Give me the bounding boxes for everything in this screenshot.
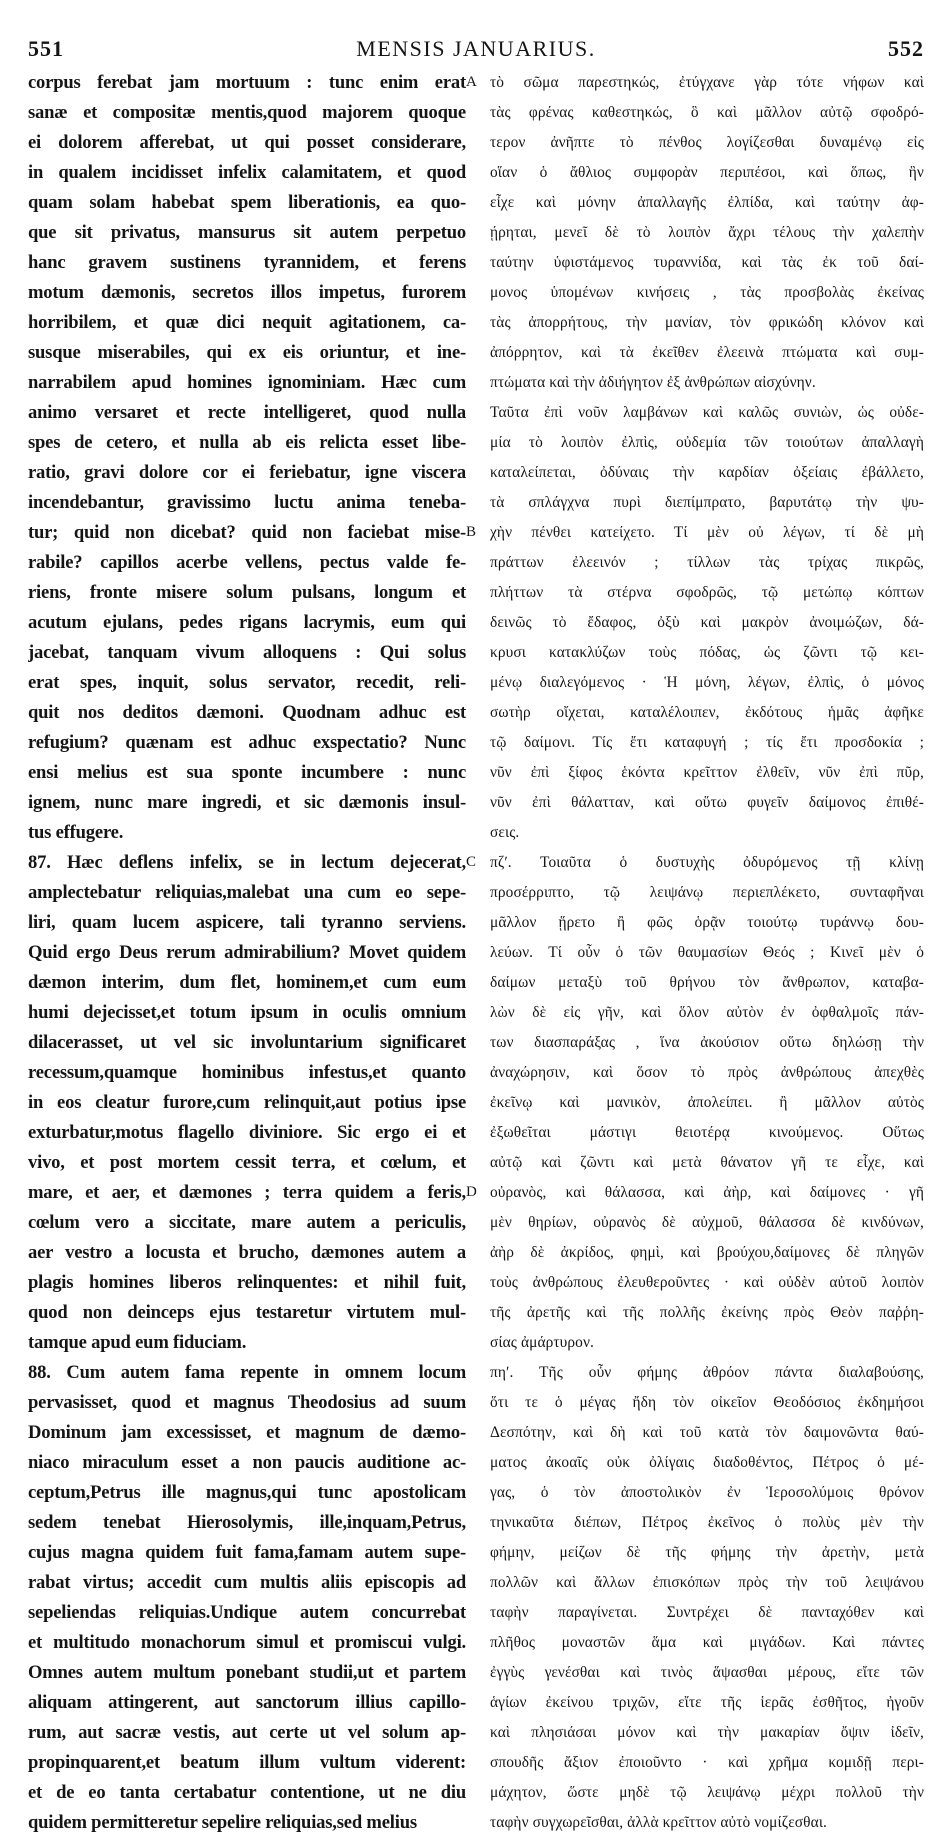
page-header xyxy=(28,36,924,66)
latin-text-line: susque miserabiles, qui ex eis oriuntur, et ine- xyxy=(28,342,466,363)
greek-text-line: τοὺς ἀνθρώπους ἐλευθεροῦντες · καὶ οὐδὲν αὐτοῦ λοιπὸν xyxy=(490,1274,924,1291)
greek-text-line: ταφὴν παραγίνεται. Συντρέχει δὲ πανταχόθεν καὶ xyxy=(490,1604,924,1621)
column-divider xyxy=(480,68,481,1488)
greek-text-line: μία τὸ λοιπὸν ἐλπὶς, οὐδεμία τῶν τοιούτων ἀπαλλαγὴ xyxy=(490,434,924,451)
greek-text-line: πλῆθος μοναστῶν ἅμα καὶ μιγάδων. Καὶ πάντες xyxy=(490,1634,924,1651)
latin-text-line: narrabilem apud homines ignominiam. Hæc cum xyxy=(28,372,466,393)
latin-column xyxy=(28,68,466,1838)
greek-text-line: ἐξωθεῖται μάστιγι θειοτέρᾳ κινούμενος. Οὕτως xyxy=(490,1124,924,1141)
latin-text-line: dæmon interim, dum flet, hominem,et cum eum xyxy=(28,972,466,993)
greek-text-line: δαίμων μεταξὺ τοῦ θρήνου τὸν ἄνθρωπον, καταβα- xyxy=(490,974,924,991)
greek-text-line: πράττων ἐλεεινόν ; τίλλων τὰς τρίχας πικρῶς, xyxy=(490,554,924,571)
greek-text-line: μᾶλλον ᾕρετο ἢ φῶς ὁρᾷν τοιούτῳ τυράννῳ δου- xyxy=(490,914,924,931)
greek-text-line: ὅτι τε ὁ μέγας ἤδη τὸν οἰκεῖον Θεοδόσιος ἐκδημήσοι xyxy=(490,1394,924,1411)
latin-text-line: incendebantur, gravissimo luctu anima teneba- xyxy=(28,492,466,513)
latin-text-line: propinquarent,et beatum illum vultum viderent: xyxy=(28,1752,466,1773)
greek-text-line: μὲν θηρίων, οὐρανὸς δὲ αὐχμοῦ, θάλασσα δὲ κινδύνων, xyxy=(490,1214,924,1231)
greek-text-line: εἶχε καὶ μόνην ἀπαλλαγῆς ἐλπίδα, καὶ ταύτην ἀφ- xyxy=(490,194,924,211)
page-number-right: 552 xyxy=(888,36,924,61)
greek-text-line: ἀὴρ δὲ ἀκρίδος, φημὶ, καὶ βρούχου,δαίμονες δὲ πληγῶν xyxy=(490,1244,924,1261)
latin-text-line: hanc gravem sustinens tyrannidem, et ferens xyxy=(28,252,466,273)
greek-text-line: Ταῦτα ἐπὶ νοῦν λαμβάνων καὶ καλῶς συνιὼν, ὡς οὐδε- xyxy=(490,404,924,421)
latin-text-line: amplectebatur reliquias,malebat una cum eo sepe- xyxy=(28,882,466,903)
section-marker: C xyxy=(466,854,477,870)
latin-text-line: corpus ferebat jam mortuum : tunc enim erat xyxy=(28,72,466,93)
greek-text-line: μονος ὑπομένων κινήσεις , τὰς προσβολὰς ἐκείνας xyxy=(490,284,924,301)
running-title: MENSIS JANUARIUS. xyxy=(356,36,596,61)
greek-text-line: τερον ἀνῆπτε τὸ πένθος λογίζεσθαι δυναμένῳ εἰς xyxy=(490,134,924,151)
greek-text-line: ταφὴν συγχωρεῖσθαι, ἀλλὰ κρεῖττον αὐτὸ νομίζεσθαι. xyxy=(490,1814,828,1831)
latin-text-line: aliquam attingerent, aut sanctorum illius capillo- xyxy=(28,1692,466,1713)
latin-text-line: jacebat, tanquam vivum alloquens : Qui solus xyxy=(28,642,466,663)
greek-text-line: μένῳ διαλεγόμενος · Ἡ μόνη, λέγων, ἐλπὶς, ὁ μόνος xyxy=(490,674,924,691)
latin-text-line: et de eo tanta certabatur contentione, ut ne diu xyxy=(28,1782,466,1803)
greek-text-line: τὰ σπλάγχνα πυρὶ διεπίμπρατο, βαρυτάτῳ τὴν ψυ- xyxy=(490,494,924,511)
latin-text-line: rabile? capillos acerbe vellens, pectus valde fe- xyxy=(28,552,466,573)
latin-text-line: humi dejecisset,et totum ipsum in oculis omnium xyxy=(28,1002,466,1023)
greek-text-line: ἐκεῖνῳ καὶ μανικὸν, ἀπολείπει. ἢ μᾶλλον αὐτὸς xyxy=(490,1094,924,1111)
latin-text-line: rum, aut sacræ vestis, aut certe ut vel solum ap- xyxy=(28,1722,466,1743)
latin-text-line: exturbatur,motus flagello diviniore. Sic ergo ei et xyxy=(28,1122,466,1143)
latin-text-line: rabat virtus; accedit cum multis aliis episcopis ad xyxy=(28,1572,466,1593)
greek-text-line: νῦν ἐπὶ ξίφος ἑκόντα κρεῖττον ἐλθεῖν, νῦν ἐπὶ πῦρ, xyxy=(490,764,924,781)
greek-text-line: πτώματα καὶ τὴν ἀδιήγητον ἐξ ἀνθρώπων αἰσχύνην. xyxy=(490,374,816,391)
greek-text-line: λεύων. Τί οὖν ὁ τῶν θαυμασίων Θεός ; Κινεῖ μὲν ὁ xyxy=(490,944,924,961)
latin-text-line: spes de cetero, et nulla ab eis relicta esset libe- xyxy=(28,432,466,453)
greek-text-line: πολλῶν καὶ ἄλλων ἐπισκόπων πρὸς τὴν τοῦ λειψάνου xyxy=(490,1574,924,1591)
latin-text-line: ensi melius est sua sponte incumbere : nunc xyxy=(28,762,466,783)
section-marker: B xyxy=(466,524,477,540)
greek-text-line: τὸ σῶμα παρεστηκώς, ἐτύγχανε γὰρ τότε νήφων καὶ xyxy=(490,74,924,91)
latin-text-line: acutum ejulans, pedes rigans lacrymis, eum qui xyxy=(28,612,466,633)
greek-text-line: ἀπόρρητον, καὶ τὰ ἐκεῖθεν ἐλεεινὰ πτώματα καὶ συμ- xyxy=(490,344,924,361)
greek-text-line: φήμην, μείζων δὲ τῆς φήμης τὴν ἀρετὴν, μετὰ xyxy=(490,1544,924,1561)
latin-text-line: Quid ergo Deus rerum admirabilium? Movet quidem xyxy=(28,942,466,963)
greek-text-line: καταλείπεται, ὀδύναις τὴν καρδίαν ὀξείαις ἐβάλλετο, xyxy=(490,464,924,481)
latin-text-line: ignem, nunc mare ingredi, et sic dæmonis insul- xyxy=(28,792,466,813)
latin-text-line: quit nos deditos dæmoni. Quodnam adhuc est xyxy=(28,702,466,723)
greek-text-line: τηνικαῦτα διέπων, Πέτρος ἐκεῖνος ὁ πολὺς μὲν τὴν xyxy=(490,1514,924,1531)
greek-text-line: κρυσι κατακλύζων τοὺς πόδας, ὡς ζῶντι τῷ κει- xyxy=(490,644,924,661)
latin-text-line: sepeliendas reliquias.Undique autem concurrebat xyxy=(28,1602,466,1623)
greek-text-line: σεις. xyxy=(490,824,520,841)
latin-text-line: tamque apud eum fiduciam. xyxy=(28,1332,247,1353)
latin-text-line: mare, et aer, et dæmones ; terra quidem a feris, xyxy=(28,1182,466,1203)
greek-text-line: τῆς ἀρετῆς καὶ τῆς πολλῆς ἐκείνης πρὸς Θεὸν παῤῥη- xyxy=(490,1304,924,1321)
greek-text-line: τῷ δαίμονι. Τίς ἔτι καταφυγή ; τίς ἔτι προσδοκία ; xyxy=(490,734,924,751)
greek-text-line: σίας ἀμάρτυρον. xyxy=(490,1334,594,1351)
latin-text-line: refugium? quænam est adhuc exspectatio? Nunc xyxy=(28,732,466,753)
latin-text-line: aer vestro a locusta et brucho, dæmones autem a xyxy=(28,1242,466,1263)
latin-text-line: horribilem, et quæ dici nequit agitationem, ca- xyxy=(28,312,466,333)
latin-text-line: pervasisset, quod et magnus Theodosius ad suum xyxy=(28,1392,466,1413)
greek-text-line: τὰς ἀπορρήτους, τὴν μανίαν, τὸν φρικώδη κλόνον καὶ xyxy=(490,314,924,331)
latin-text-line: Dominum jam excessisset, et magnum de dæmo- xyxy=(28,1422,466,1443)
greek-text-line: λὼν δὲ εἰς γῆν, καὶ ὅλον αὐτὸν ἐν ὀφθαλμοῖς πάν- xyxy=(490,1004,924,1021)
greek-text-line: χὴν πένθει κατείχετο. Τί μὲν οὐ λέγων, τί δὲ μὴ xyxy=(490,524,924,541)
latin-text-line: animo versaret et recte intelligeret, quod nulla xyxy=(28,402,466,423)
greek-text-line: ματος ἀκοαῖς οὐκ ὀλίγαις διαδοθέντος, Πέτρος ὁ μέ- xyxy=(490,1454,924,1471)
greek-text-line: γας, ὁ τὸν ἀποστολικὸν ἐν Ἱεροσολύμοις θρόνον xyxy=(490,1484,924,1501)
latin-text-line: erat spes, inquit, solus servator, recedit, reli- xyxy=(28,672,466,693)
latin-text-line: sanæ et compositæ mentis,quod majorem quoque xyxy=(28,102,466,123)
latin-text-line: dilacerasset, ut vel sic involuntarium significaret xyxy=(28,1032,466,1053)
greek-text-line: τὰς φρένας καθεστηκώς, ὃ καὶ μᾶλλον αὐτῷ σφοδρό- xyxy=(490,104,924,121)
latin-text-line: quod non deinceps ejus testaretur virtutem mul- xyxy=(28,1302,466,1323)
latin-text-line: motum dæmonis, secretos illos impetus, furorem xyxy=(28,282,466,303)
latin-text-line: ceptum,Petrus ille magnus,qui tunc apostolicam xyxy=(28,1482,466,1503)
greek-text-line: πηʹ. Τῆς οὖν φήμης ἀθρόον πάντα διαλαβούσης, xyxy=(490,1364,924,1381)
latin-text-line: et multitudo monachorum simul et promiscui vulgi. xyxy=(28,1632,466,1653)
greek-text-line: πζʹ. Τοιαῦτα ὁ δυστυχὴς ὀδυρόμενος τῇ κλίνῃ xyxy=(490,854,924,871)
latin-text-line: cujus magna quidem fuit fama,famam autem supe- xyxy=(28,1542,466,1563)
latin-text-line: cœlum vero a siccitate, mare autem a periculis, xyxy=(28,1212,466,1233)
latin-text-line: quam solam habebat spem liberationis, ea quo- xyxy=(28,192,466,213)
latin-text-line: riens, fronte misere solum pulsans, longum et xyxy=(28,582,466,603)
latin-text-line: ratio, gravi dolore cor ei feriebatur, igne viscera xyxy=(28,462,466,483)
greek-text-line: οὐρανὸς, καὶ θάλασσα, καὶ ἀὴρ, καὶ δαίμονες · γῆ xyxy=(490,1184,924,1201)
latin-text-line: plagis homines liberos relinquentes: et nihil fuit, xyxy=(28,1272,466,1293)
latin-text-line: tus effugere. xyxy=(28,822,124,843)
greek-text-line: σωτὴρ οἴχεται, καταλέλοιπεν, ἐκδότους ἡμᾶς ἀφῆκε xyxy=(490,704,924,721)
greek-text-line: Δεσπότην, καὶ δὴ καὶ τοῦ κατὰ τὸν δαιμονῶντα θαύ- xyxy=(490,1424,924,1441)
latin-text-line: vivo, et post mortem cessit terra, et cœlum, et xyxy=(28,1152,466,1173)
greek-text-line: ταύτην ὑφιστάμενος τυραννίδα, καὶ τὰς ἐκ τοῦ δαί- xyxy=(490,254,924,271)
greek-text-line: ῄρηται, μενεῖ δὲ τὸ λοιπὸν ἄχρι τέλους τὴν χαλεπὴν xyxy=(490,224,924,241)
page-number-left: 551 xyxy=(28,36,64,61)
greek-text-line: ἀναχώρησιν, καὶ ὅσον τὸ πρὸς ἀνθρώπους ἀπεχθὲς xyxy=(490,1064,924,1081)
latin-text-line: sedem tenebat Hierosolymis, ille,inquam,Petrus, xyxy=(28,1512,466,1533)
latin-text-line: in qualem incidisset infelix calamitatem, et quod xyxy=(28,162,466,183)
latin-text-line: Omnes autem multum ponebant studii,ut et partem xyxy=(28,1662,466,1683)
latin-text-line: 88. Cum autem fama repente in omnem locum xyxy=(28,1362,466,1383)
latin-text-line: que sit privatus, mansurus sit autem perpetuo xyxy=(28,222,466,243)
greek-text-line: δεινῶς τὸ ἔδαφος, ὀξὺ καὶ μακρὸν ἀνοιμώζων, δά- xyxy=(490,614,924,631)
greek-text-line: μάχητον, ὥστε μηδὲ τῷ λειψάνῳ μέχρι πολλοῦ τὴν xyxy=(490,1784,924,1801)
latin-text-line: recessum,quamque hominibus infestus,et quanto xyxy=(28,1062,466,1083)
greek-text-line: σπουδῆς ἄξιον ἐποιοῦντο · καὶ χρῆμα κομιδῇ περι- xyxy=(490,1754,924,1771)
latin-text-line: tur; quid non dicebat? quid non faciebat mise- xyxy=(28,522,466,543)
latin-text-line: niaco miraculum esset a non paucis auditione ac- xyxy=(28,1452,466,1473)
greek-text-line: προσέρριπτο, τῷ λειψάνῳ περιεπλέκετο, συνταφῆναι xyxy=(490,884,924,901)
greek-text-line: οἵαν ὁ ἄθλιος συμφορὰν περιπέσοι, καὶ ὅπως, ἣν xyxy=(490,164,924,181)
greek-text-line: νῦν ἐπὶ θάλατταν, καὶ οὕτω φυγεῖν δαίμονος ἐπιθέ- xyxy=(490,794,924,811)
greek-text-line: των διασπαράξας , ἵνα ἀκούσιον οὕτω δηλώσῃ τὴν xyxy=(490,1034,924,1051)
latin-text-line: in eos cleatur furore,cum relinquit,aut potius ipse xyxy=(28,1092,466,1113)
greek-text-line: καὶ πλησιάσαι μόνον καὶ τὴν μακαρίαν ὄψιν ἰδεῖν, xyxy=(490,1724,924,1741)
section-marker: A xyxy=(466,74,477,90)
greek-text-line: ἐγγὺς γενέσθαι καὶ τινὸς ἅψασθαι μέρους, εἴτε τῶν xyxy=(490,1664,924,1681)
greek-column xyxy=(490,68,924,1838)
latin-text-line: 87. Hæc deflens infelix, se in lectum dejecerat, xyxy=(28,852,466,873)
latin-text-line: ei dolorem afferebat, ut qui posset considerare, xyxy=(28,132,466,153)
section-marker: D xyxy=(466,1184,477,1200)
greek-text-line: αὐτῷ καὶ ζῶντι καὶ μετὰ θάνατον γῆ τε εἶχε, καὶ xyxy=(490,1154,924,1171)
latin-text-line: liri, quam lucem aspicere, tali tyranno serviens. xyxy=(28,912,466,933)
latin-text-line: quidem permitteretur sepelire reliquias,sed melius xyxy=(28,1812,417,1833)
greek-text-line: πλήττων τὰ στέρνα σφοδρῶς, τῷ μετώπῳ κόπτων xyxy=(490,584,924,601)
greek-text-line: ἁγίων ἐκείνου τριχῶν, εἴτε τῆς ἱερᾶς ἐσθῆτος, ἠγοῦν xyxy=(490,1694,924,1711)
